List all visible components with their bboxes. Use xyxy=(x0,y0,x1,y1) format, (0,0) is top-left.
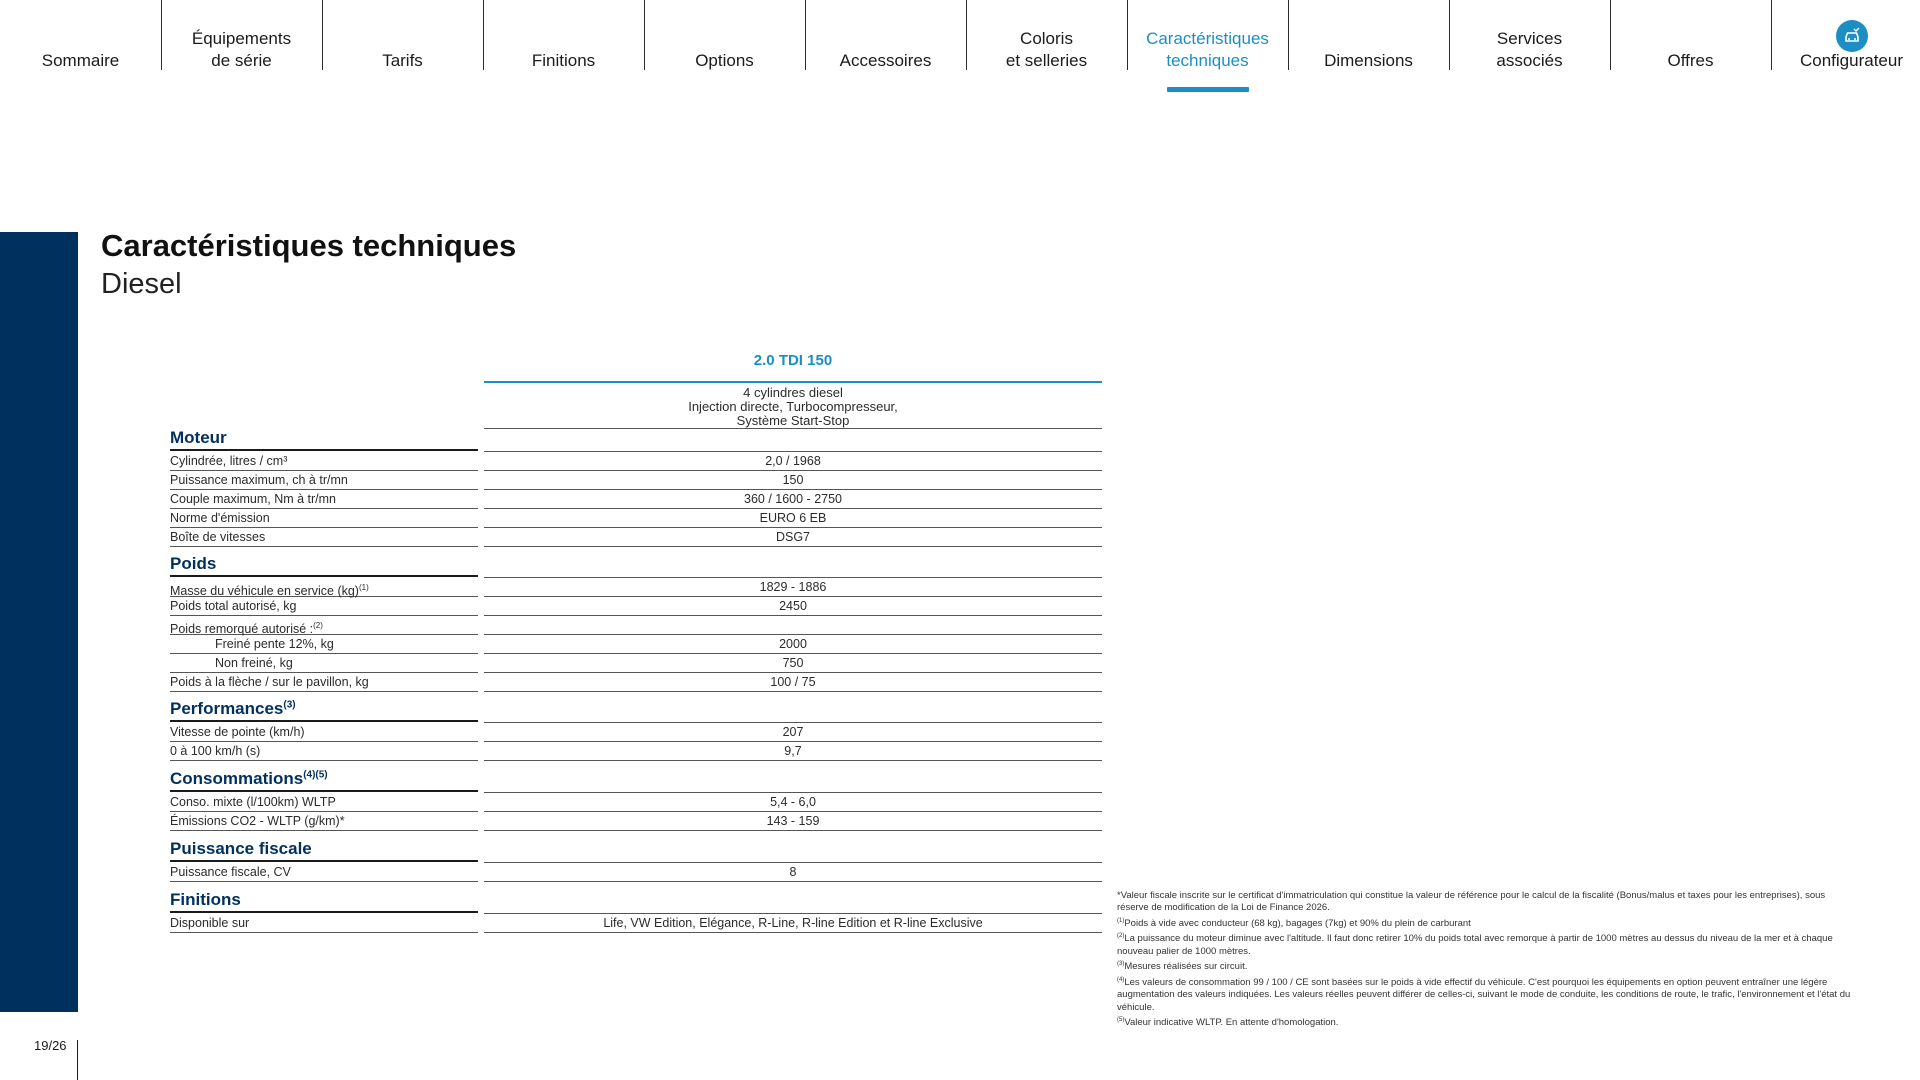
spec-label-text: Puissance fiscale, CV xyxy=(170,865,291,879)
spec-row-label xyxy=(170,794,478,812)
section-title xyxy=(170,769,478,792)
footnote-text: La puissance du moteur diminue avec l'altitude. Il faut donc retirer 10% du poids total avec remorque à partir de 1000 mètres au dessus du niveau de la mer et à chaque nouveau palier de 1000 mètres. xyxy=(1117,933,1833,957)
section-title-text: Finitions xyxy=(170,890,241,909)
nav-tab-label: Tarifs xyxy=(382,51,423,70)
footnote-ref: (3) xyxy=(283,699,296,711)
section-title xyxy=(170,554,478,577)
spec-label-text: Poids total autorisé, kg xyxy=(170,599,297,613)
spec-row-value: 750 xyxy=(484,655,1102,673)
nav-tab-dimensions[interactable] xyxy=(1288,0,1449,96)
footnote-marker: (2) xyxy=(1117,933,1125,940)
nav-tab-tarifs[interactable] xyxy=(322,0,483,96)
footnote xyxy=(1117,915,1852,931)
side-band xyxy=(0,232,78,1012)
footnotes xyxy=(1117,890,1852,1030)
spec-row-label xyxy=(170,491,478,509)
footnote-text: Valeur indicative WLTP. En attente d'homologation. xyxy=(1124,1017,1339,1029)
section-title xyxy=(170,428,478,451)
section-title-text: Puissance fiscale xyxy=(170,839,312,858)
footnote-marker: (1) xyxy=(1117,917,1125,924)
spec-row-value: 360 / 1600 - 2750 xyxy=(484,491,1102,509)
spec-row-value: EURO 6 EB xyxy=(484,510,1102,528)
footnote xyxy=(1117,1014,1852,1030)
footnote-ref: (2) xyxy=(313,621,323,630)
spec-label-text: Disponible sur xyxy=(170,916,250,930)
spec-label-text: Poids à la flèche / sur le pavillon, kg xyxy=(170,675,369,689)
spec-label-text: Norme d'émission xyxy=(170,511,270,525)
spec-row-value: 2450 xyxy=(484,598,1102,616)
nav-separator xyxy=(1449,0,1450,70)
nav-separator xyxy=(483,0,484,70)
nav-tab-finitions[interactable] xyxy=(483,0,644,96)
footnote-text: *Valeur fiscale inscrite sur le certificat d'immatriculation qui constitue la valeur de référence pour le calcul de la fiscalité (Bonus/malus et taxes pour les entreprises), sous réserve de modification de la Loi de Finance 2026. xyxy=(1117,890,1826,914)
section-divider xyxy=(484,722,1102,723)
column-header: 2.0 TDI 150 xyxy=(753,352,833,369)
page-number-divider xyxy=(77,1040,78,1080)
spec-label-text: Puissance maximum, ch à tr/mn xyxy=(170,473,348,487)
spec-row-value xyxy=(484,617,1102,635)
active-tab-indicator xyxy=(1167,87,1249,92)
top-navigation xyxy=(0,0,1920,96)
nav-tab-label: Équipements de série xyxy=(191,29,292,70)
page-title: Caractéristiques techniques xyxy=(101,228,517,263)
footnote-marker: (5) xyxy=(1117,1017,1125,1024)
footnote-text: Les valeurs de consommation 99 / 100 / CE sont basées sur le poids à vide effectif du véhicule. C'est pourquoi les équipements en option peuvent entraîner une légère augmentation des valeurs indiquées. Les valeurs réelles peuvent différer de celles-ci, suivant le mode de conduite, les conditions de route, le trafic, l'environnement et l'état du véhicule. xyxy=(1117,977,1851,1013)
section-title-text: Consommations xyxy=(170,769,304,788)
spec-row-value: 207 xyxy=(484,724,1102,742)
spec-label-text: 0 à 100 km/h (s) xyxy=(170,744,261,758)
footnote xyxy=(1117,930,1852,958)
section-title-text: Moteur xyxy=(170,428,227,447)
spec-row-label xyxy=(170,617,478,635)
spec-label-text: Freiné pente 12%, kg xyxy=(215,637,334,651)
spec-row-label xyxy=(170,724,478,742)
nav-separator xyxy=(644,0,645,70)
spec-row-value: 9,7 xyxy=(484,743,1102,761)
section-divider xyxy=(484,577,1102,578)
spec-row-label xyxy=(170,915,478,933)
nav-separator xyxy=(1610,0,1611,70)
spec-row-value: 1829 - 1886 xyxy=(484,579,1102,597)
engine-desc-line: Système Start-Stop xyxy=(736,413,850,428)
spec-label-text: Poids remorqué autorisé : xyxy=(170,622,314,637)
footnote-ref: (1) xyxy=(358,583,369,592)
nav-tab-offres[interactable] xyxy=(1610,0,1771,96)
section-title xyxy=(170,839,478,862)
car-config-icon xyxy=(1836,20,1868,52)
spec-row-label xyxy=(170,864,478,882)
spec-row-value: 5,4 - 6,0 xyxy=(484,794,1102,812)
spec-row-value: Life, VW Edition, Elégance, R-Line, R-line Edition et R-line Exclusive xyxy=(484,915,1102,933)
spec-row-value: 143 - 159 xyxy=(484,813,1102,831)
nav-separator xyxy=(161,0,162,70)
section-title xyxy=(170,699,478,722)
spec-label-text: Vitesse de pointe (km/h) xyxy=(170,725,305,739)
spec-label-text: Couple maximum, Nm à tr/mn xyxy=(170,492,337,506)
nav-tab-label: Offres xyxy=(1667,51,1714,70)
nav-tab-label: Accessoires xyxy=(839,51,932,70)
nav-separator xyxy=(1288,0,1289,70)
column-header-underline xyxy=(484,381,1102,383)
nav-tab-label: Services associés xyxy=(1496,29,1563,70)
spec-row-value: DSG7 xyxy=(484,529,1102,547)
engine-desc-divider xyxy=(484,428,1102,429)
spec-row-label xyxy=(170,579,478,597)
spec-label-text: Masse du véhicule en service (kg) xyxy=(170,584,359,599)
nav-tab-label: Coloris et selleries xyxy=(1005,29,1088,70)
footnote-text: Poids à vide avec conducteur (68 kg), bagages (7kg) et 90% du plein de carburant xyxy=(1124,917,1471,929)
spec-row-label xyxy=(170,674,478,692)
spec-row-label xyxy=(170,598,478,616)
page-number: 19/26 xyxy=(34,1038,67,1053)
spec-row-value: 2,0 / 1968 xyxy=(484,453,1102,471)
section-title xyxy=(170,890,478,913)
engine-desc-line: Injection directe, Turbocompresseur, xyxy=(688,399,898,414)
footnote-marker: (3) xyxy=(1117,961,1125,968)
spec-row-label xyxy=(170,453,478,471)
spec-row-label xyxy=(170,655,478,673)
nav-tab-services-associes[interactable] xyxy=(1449,0,1610,96)
section-title-text: Poids xyxy=(170,554,217,573)
spec-label-text: Conso. mixte (l/100km) WLTP xyxy=(170,795,336,809)
nav-separator xyxy=(322,0,323,70)
spec-label-text: Boîte de vitesses xyxy=(170,530,266,544)
nav-tab-sommaire[interactable] xyxy=(0,0,161,96)
section-divider xyxy=(484,913,1102,914)
nav-tab-label: Configurateur xyxy=(1799,51,1903,70)
spec-row-value: 8 xyxy=(484,864,1102,882)
nav-tab-options[interactable] xyxy=(644,0,805,96)
spec-row-value: 100 / 75 xyxy=(484,674,1102,692)
spec-row-value: 2000 xyxy=(484,636,1102,654)
nav-tab-label: Dimensions xyxy=(1324,51,1413,70)
nav-tab-label: Sommaire xyxy=(41,51,120,70)
nav-tab-label: Finitions xyxy=(531,51,596,70)
spec-label-text: Émissions CO2 - WLTP (g/km)* xyxy=(170,814,345,828)
section-divider xyxy=(484,862,1102,863)
footnote-ref: (4)(5) xyxy=(303,769,328,781)
footnote xyxy=(1117,958,1852,974)
engine-description xyxy=(484,386,1102,428)
nav-tab-configurateur[interactable] xyxy=(1771,0,1920,96)
nav-separator xyxy=(1127,0,1128,70)
spec-row-label xyxy=(170,743,478,761)
nav-separator xyxy=(1771,0,1772,70)
nav-separator xyxy=(966,0,967,70)
spec-row-label xyxy=(170,813,478,831)
spec-label-text: Cylindrée, litres / cm³ xyxy=(170,454,288,468)
nav-separator xyxy=(805,0,806,70)
nav-tab-caracteristiques-techniques[interactable] xyxy=(1127,0,1288,96)
nav-tab-label: Options xyxy=(695,51,754,70)
footnote xyxy=(1117,890,1852,915)
page-subtitle: Diesel xyxy=(101,268,182,300)
spec-label-text: Non freiné, kg xyxy=(215,656,293,670)
footnote-text: Mesures réalisées sur circuit. xyxy=(1124,961,1248,973)
nav-tab-label: Caractéristiques techniques xyxy=(1146,29,1269,70)
footnote xyxy=(1117,974,1852,1014)
section-title-text: Performances xyxy=(170,699,284,718)
spec-row-label xyxy=(170,529,478,547)
nav-tab-coloris-et-selleries[interactable] xyxy=(966,0,1127,96)
section-divider xyxy=(484,792,1102,793)
spec-row-value: 150 xyxy=(484,472,1102,490)
spec-row-label xyxy=(170,510,478,528)
footnote-marker: (4) xyxy=(1117,976,1125,983)
spec-row-label xyxy=(170,636,478,654)
engine-desc-line: 4 cylindres diesel xyxy=(743,385,843,400)
section-divider xyxy=(484,451,1102,452)
nav-tab-equipements-de-serie[interactable] xyxy=(161,0,322,96)
nav-tab-accessoires[interactable] xyxy=(805,0,966,96)
spec-row-label xyxy=(170,472,478,490)
